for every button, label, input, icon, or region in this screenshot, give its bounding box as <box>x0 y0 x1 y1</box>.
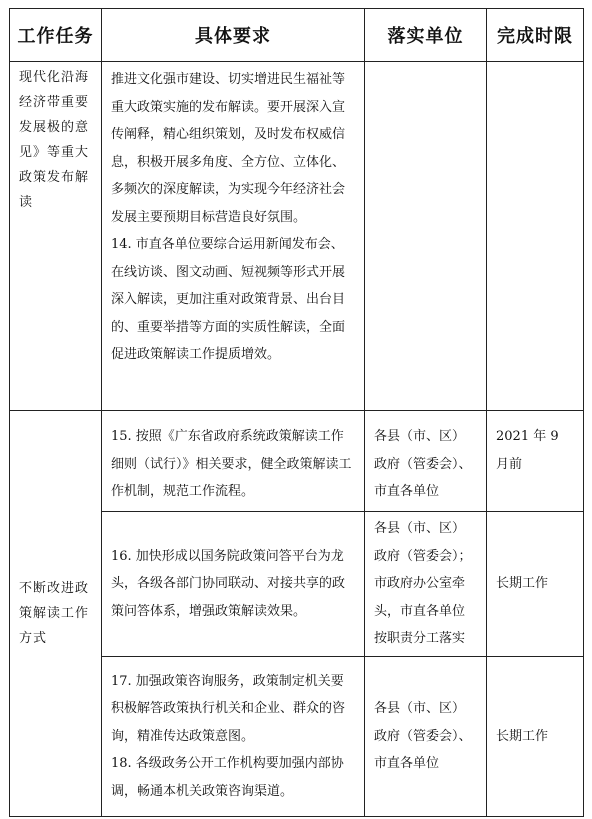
deadline-text: 长期工作 <box>496 576 549 592</box>
header-requirements: 具体要求 <box>102 9 365 62</box>
task-text: 现代化沿海经济带重要发展极的意见》等重大政策发布解读 <box>19 70 90 210</box>
requirement-paragraph: 18. 各级政务公开工作机构要加强内部协调，畅通本机关政策咨询渠道。 <box>111 756 344 799</box>
task-text: 不断改进政策解读工作方式 <box>19 581 90 646</box>
requirements-cell <box>102 62 365 411</box>
requirement-paragraph: 15. 按照《广东省政府系统政策解读工作细则（试行）》相关要求，健全政策解读工作机制，规范工作流程。 <box>111 429 352 499</box>
requirements-cell <box>102 512 365 657</box>
requirements-cell <box>102 411 365 512</box>
unit-cell <box>365 657 487 817</box>
table-row <box>10 62 584 411</box>
unit-text: 各县（市、区）政府（管委会）；市政府办公室牵头，市直各单位按职责分工落实 <box>374 521 472 647</box>
task-cell <box>10 411 102 817</box>
deadline-cell <box>487 62 584 411</box>
deadline-cell <box>487 512 584 657</box>
header-deadline: 完成时限 <box>487 9 584 62</box>
header-unit: 落实单位 <box>365 9 487 62</box>
requirement-paragraph: 17. 加强政策咨询服务，政策制定机关要积极解答政策执行机关和企业、群众的咨询，精准传达政策意图。 <box>111 673 346 744</box>
unit-cell <box>365 62 487 411</box>
unit-text: 各县（市、区）政府（管委会）、市直各单位 <box>374 701 472 772</box>
task-table <box>9 8 584 817</box>
unit-cell <box>365 411 487 512</box>
table-row <box>10 411 584 512</box>
requirements-cell <box>102 657 365 817</box>
deadline-text: 长期工作 <box>496 728 549 744</box>
requirement-paragraph: 16. 加快形成以国务院政策问答平台为龙头，各级各部门协同联动、对接共享的政策问答体系，增强政策解读效果。 <box>111 548 346 619</box>
deadline-cell <box>487 411 584 512</box>
unit-cell <box>365 512 487 657</box>
unit-text: 各县（市、区）政府（管委会）、市直各单位 <box>374 429 472 499</box>
deadline-text: 2021 年 9 月前 <box>496 429 559 472</box>
task-cell <box>10 62 102 411</box>
header-task: 工作任务 <box>10 9 102 62</box>
table-header-row <box>10 9 584 62</box>
deadline-cell <box>487 657 584 817</box>
requirement-paragraph: 推进文化强市建设、切实增进民生福祉等重大政策实施的发布解读。要开展深入宣传阐释，精心组织策划，及时发布权威信息，积极开展多角度、全方位、立体化、多频次的深度解读，为实现今年经济社会发展主要预期目标营造良好氛围。 <box>111 72 346 225</box>
requirement-paragraph: 14. 市直各单位要综合运用新闻发布会、在线访谈、图文动画、短视频等形式开展深入解读，更加注重对政策背景、出台目的、重要举措等方面的实质性解读，全面促进政策解读工作提质增效。 <box>111 237 346 362</box>
